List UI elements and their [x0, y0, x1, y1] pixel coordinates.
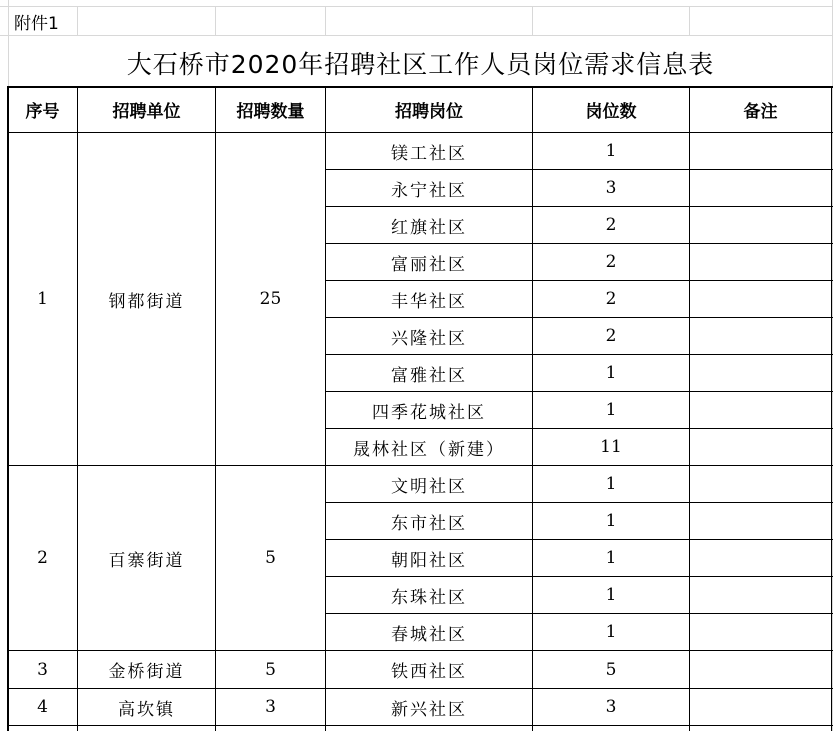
qty-cell: 11 — [600, 437, 622, 457]
post-cell: 东珠社区 — [391, 587, 467, 608]
qty-cell: 3 — [605, 178, 617, 198]
group-separator — [8, 725, 833, 726]
qty-cell: 1 — [605, 585, 617, 605]
post-cell: 朝阳社区 — [391, 550, 467, 571]
sheet-gridline — [215, 6, 216, 35]
group-count: 3 — [265, 697, 276, 717]
post-cell: 永宁社区 — [391, 180, 467, 201]
sheet-gridline — [689, 6, 690, 35]
qty-cell: 2 — [605, 289, 617, 309]
qty-cell: 3 — [605, 697, 617, 717]
header-post: 招聘岗位 — [395, 102, 463, 122]
post-cell: 兴隆社区 — [391, 328, 467, 349]
group-seq: 1 — [37, 289, 48, 309]
header-unit: 招聘单位 — [112, 102, 181, 122]
qty-cell: 1 — [605, 474, 617, 494]
page-title: 大石桥市2020年招聘社区工作人员岗位需求信息表 — [126, 50, 715, 79]
header-note: 备注 — [743, 102, 778, 122]
qty-cell: 1 — [605, 511, 617, 531]
post-cell: 晟林社区（新建） — [353, 439, 505, 460]
sheet-gridline — [0, 6, 833, 7]
sheet-gridline — [0, 35, 833, 36]
sheet-gridline — [325, 6, 326, 35]
post-cell: 红旗社区 — [391, 217, 467, 238]
post-cell: 丰华社区 — [391, 291, 467, 312]
post-cell: 富丽社区 — [391, 254, 467, 275]
header-seq: 序号 — [25, 102, 60, 122]
group-unit: 金桥街道 — [108, 662, 185, 682]
qty-cell: 2 — [605, 252, 617, 272]
qty-cell: 1 — [605, 141, 617, 161]
group-seq: 3 — [37, 659, 48, 680]
group-count: 5 — [265, 659, 276, 680]
table-right-border — [831, 86, 832, 731]
group-unit: 百寨街道 — [108, 550, 185, 571]
qty-cell: 1 — [605, 400, 617, 420]
qty-cell: 1 — [605, 363, 617, 383]
post-cell: 东市社区 — [391, 513, 467, 534]
post-cell: 镁工社区 — [391, 143, 467, 164]
qty-cell: 1 — [605, 548, 617, 568]
group-seq: 4 — [37, 697, 48, 717]
sheet-gridline — [77, 6, 78, 35]
group-count: 25 — [259, 289, 282, 309]
post-cell: 春城社区 — [391, 624, 467, 645]
post-cell: 富雅社区 — [391, 365, 467, 386]
attachment-label: 附件1 — [14, 13, 59, 34]
col-divider — [689, 86, 690, 731]
post-cell: 铁西社区 — [391, 662, 467, 682]
qty-cell: 2 — [605, 215, 617, 235]
group-unit: 高坎镇 — [118, 699, 175, 720]
group-count: 5 — [265, 548, 276, 568]
qty-cell: 2 — [605, 326, 617, 346]
group-unit: 钢都街道 — [108, 291, 185, 312]
post-cell: 四季花城社区 — [372, 402, 486, 423]
sheet-gridline — [532, 6, 533, 35]
header-count: 招聘数量 — [236, 102, 305, 122]
post-cell: 文明社区 — [391, 476, 467, 497]
qty-cell: 5 — [605, 659, 617, 680]
header-qty: 岗位数 — [585, 102, 637, 122]
post-cell: 新兴社区 — [391, 699, 467, 720]
qty-cell: 1 — [605, 622, 617, 642]
group-seq: 2 — [37, 548, 48, 568]
